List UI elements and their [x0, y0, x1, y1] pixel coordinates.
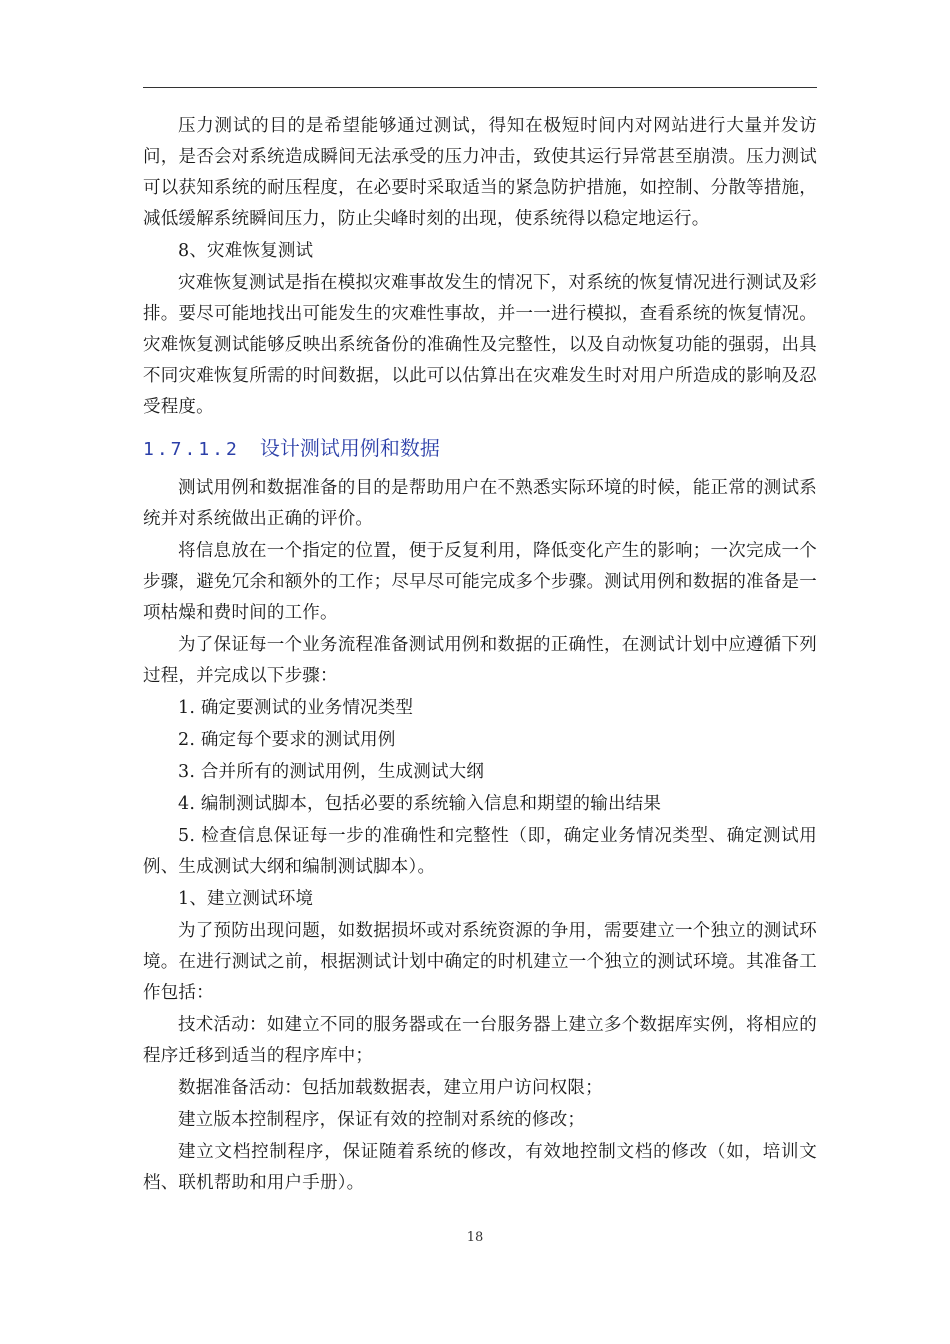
list-item: 1. 确定要测试的业务情况类型 [178, 698, 414, 718]
paragraph-technical: 技术活动：如建立不同的服务器或在一台服务器上建立多个数据库实例，将相应的程序迁移到适当的程序库中； [143, 1015, 817, 1066]
section-number: 1.7.1.2 [143, 439, 240, 460]
paragraph-disaster-recovery: 灾难恢复测试是指在模拟灾难事故发生的情况下，对系统的恢复情况进行测试及彩排。要尽可能地找出可能发生的灾难性事故，并一一进行模拟，查看系统的恢复情况。灾难恢复测试能够反映出系统备份的准确性及完整性，以及自动恢复功能的强弱，出具不同灾难恢复所需的时间数据，以此可以估算出在灾难发生时对用户所造成的影响及忍受程度。 [143, 273, 817, 417]
header-rule [143, 87, 817, 88]
paragraph-version-control: 建立版本控制程序，保证有效的控制对系统的修改； [178, 1110, 586, 1130]
subheading-test-environment: 1、建立测试环境 [178, 889, 314, 909]
subheading-disaster-recovery: 8、灾难恢复测试 [178, 241, 314, 261]
page-number: 18 [466, 1230, 484, 1245]
paragraph-stress-test: 压力测试的目的是希望能够通过测试，得知在极短时间内对网站进行大量并发访问，是否会对系统造成瞬间无法承受的压力冲击，致使其运行异常甚至崩溃。压力测试可以获知系统的耐压程度，在必要时采取适当的紧急防护措施，如控制、分散等措施，减低缓解系统瞬间压力，防止尖峰时刻的出现，使系统得以稳定地运行。 [143, 116, 817, 229]
list-item: 5. 检查信息保证每一步的准确性和完整性（即，确定业务情况类型、确定测试用例、生成测试大纲和编制测试脚本）。 [143, 826, 817, 877]
list-item: 4. 编制测试脚本，包括必要的系统输入信息和期望的输出结果 [178, 794, 662, 814]
paragraph-purpose: 测试用例和数据准备的目的是帮助用户在不熟悉实际环境的时候，能正常的测试系统并对系统做出正确的评价。 [143, 478, 817, 529]
list-item: 3. 合并所有的测试用例，生成测试大纲 [178, 762, 485, 782]
paragraph-doc-control: 建立文档控制程序，保证随着系统的修改，有效地控制文档的修改（如，培训文档、联机帮助和用户手册）。 [143, 1142, 817, 1193]
paragraph-env-intro: 为了预防出现问题，如数据损坏或对系统资源的争用，需要建立一个独立的测试环境。在进行测试之前，根据测试计划中确定的时机建立一个独立的测试环境。其准备工作包括： [143, 921, 817, 1003]
list-item: 2. 确定每个要求的测试用例 [178, 730, 396, 750]
paragraph-data-prep: 数据准备活动：包括加载数据表，建立用户访问权限； [178, 1078, 603, 1098]
paragraph-process-intro: 为了保证每一个业务流程准备测试用例和数据的正确性，在测试计划中应遵循下列过程，并完成以下步骤： [143, 635, 817, 686]
page-content [143, 111, 817, 1200]
section-title: 设计测试用例和数据 [259, 436, 440, 460]
paragraph-info-location: 将信息放在一个指定的位置，便于反复利用，降低变化产生的影响；一次完成一个步骤，避免冗余和额外的工作；尽早尽可能完成多个步骤。测试用例和数据的准备是一项枯燥和费时间的工作。 [143, 541, 817, 623]
section-heading [143, 433, 817, 465]
